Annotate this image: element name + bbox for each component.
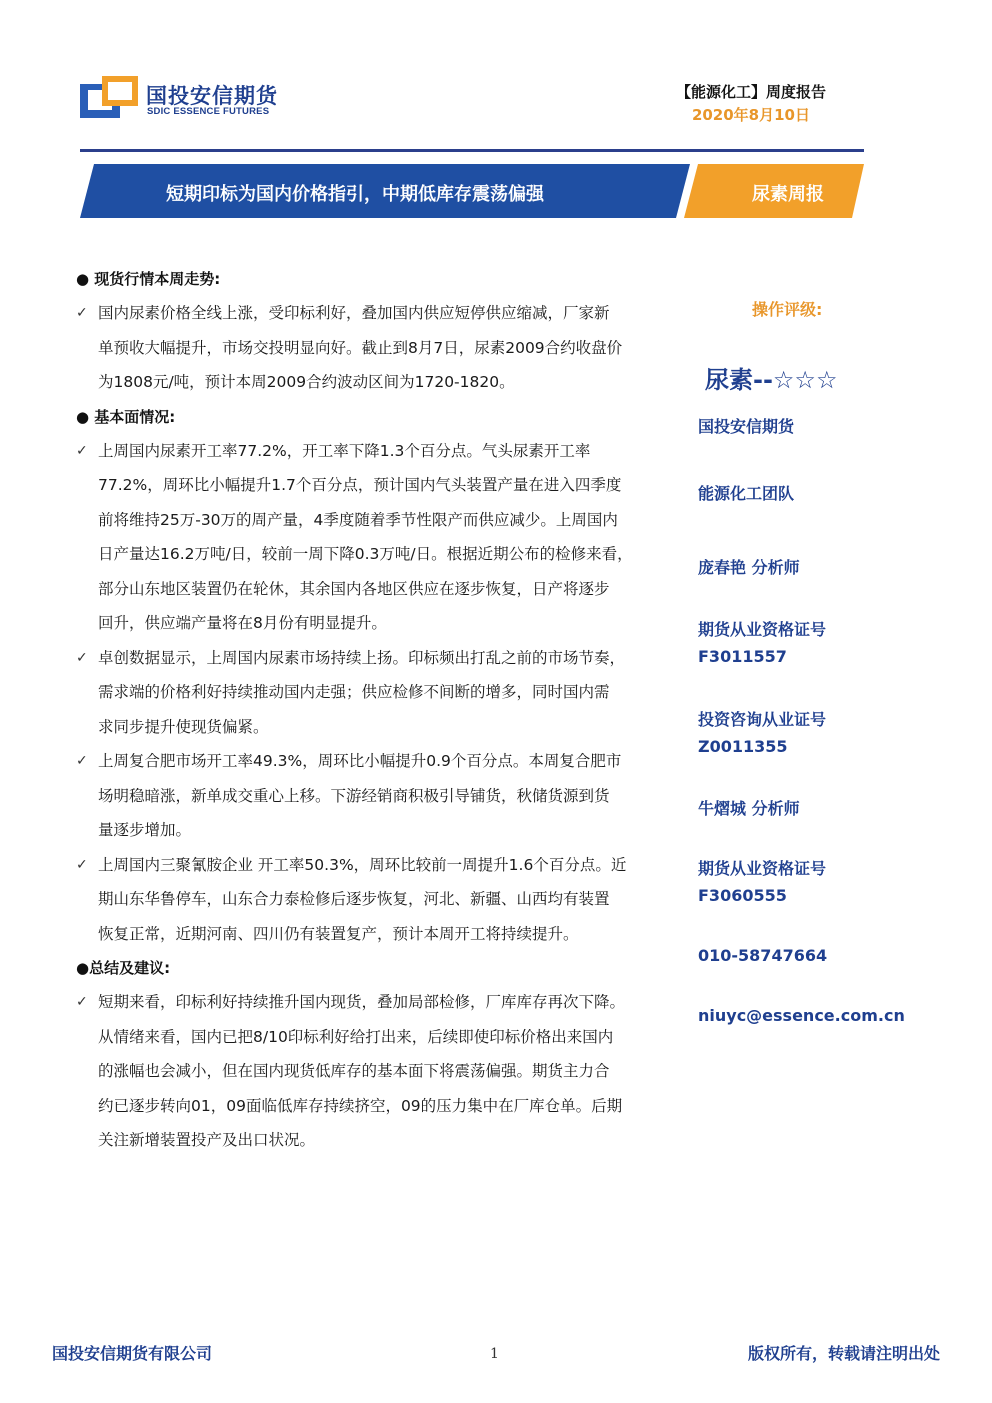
section-fundamentals <box>76 400 688 952</box>
text-line: 关注新增装置投产及出口状况。 <box>98 1131 316 1149</box>
text-line: 量逐步增加。 <box>98 821 192 839</box>
logo-mark-icon <box>80 76 138 118</box>
list-item <box>76 744 688 848</box>
text-line: 国内尿素价格全线上涨，受印标利好，叠加国内供应短停供应缩减，厂家新 <box>98 304 610 322</box>
checkmark-icon: ✓ <box>76 649 88 666</box>
list-item <box>76 296 688 400</box>
text-line: 上周复合肥市场开工率49.3%，周环比小幅提升0.9个百分点。本周复合肥市 <box>98 752 622 770</box>
phone-number: 010-58747664 <box>698 946 828 965</box>
banner-tag: 尿素周报 <box>752 184 824 205</box>
checkmark-icon: ✓ <box>76 856 88 873</box>
cert-number: F3060555 <box>698 886 787 905</box>
text-line: 部分山东地区装置仍在轮休，其余国内各地区供应在逐步恢复，日产将逐步 <box>98 579 610 598</box>
logo-subtitle: SDIC ESSENCE FUTURES <box>147 106 270 117</box>
logo-name: 国投安信期货 <box>146 84 278 108</box>
main-content <box>76 262 688 1158</box>
checkmark-icon: ✓ <box>76 753 88 769</box>
rating-label: 操作评级: <box>752 300 823 319</box>
analyst-name: 庞春艳 分析师 <box>698 558 800 577</box>
text-line: 回升，供应端产量将在8月份有明显提升。 <box>98 614 387 632</box>
text-line: 卓创数据显示，上周国内尿素市场持续上扬。印标频出打乱之前的市场节奏， <box>98 648 626 667</box>
checkmark-icon: ✓ <box>76 442 88 459</box>
text-line: 场明稳暗涨，新单成交重心上移。下游经销商积极引导铺货，秋储货源到货 <box>98 786 610 805</box>
cert-number: F3011557 <box>698 647 787 666</box>
sidebar-team: 能源化工团队 <box>698 484 795 503</box>
banner-title: 短期印标为国内价格指引，中期低库存震荡偏强 <box>166 184 544 205</box>
text-line: 需求端的价格利好持续推动国内走强；供应检修不间断的增多，同时国内需 <box>98 683 610 701</box>
header-divider <box>80 149 864 152</box>
text-line: 期山东华鲁停车，山东合力泰检修后逐步恢复，河北、新疆、山西均有装置 <box>98 890 610 908</box>
sidebar-company: 国投安信期货 <box>698 417 795 436</box>
text-line: 77.2%，周环比小幅提升1.7个百分点，预计国内气头装置产量在进入四季度 <box>98 476 622 494</box>
text-line: 约已逐步转向01，09面临低库存持续挤空，09的压力集中在厂库仓单。后期 <box>98 1096 623 1115</box>
title-banner <box>80 164 864 218</box>
footer-copyright: 版权所有，转载请注明出处 <box>747 1344 940 1363</box>
cert-label: 期货从业资格证号 <box>698 620 827 639</box>
list-item <box>76 848 688 952</box>
checkmark-icon: ✓ <box>76 305 88 321</box>
checkmark-icon: ✓ <box>76 994 88 1010</box>
text-line: 短期来看，印标利好持续推升国内现货，叠加局部检修，厂库库存再次下降。 <box>98 993 626 1011</box>
report-date: 2020年8月10日 <box>691 106 810 124</box>
cert-label: 期货从业资格证号 <box>698 859 827 878</box>
text-line: 从情绪来看，国内已把8/10印标利好给打出来，后续即使印标价格出来国内 <box>98 1027 614 1046</box>
section-summary <box>76 951 688 1158</box>
report-type: 【能源化工】周度报告 <box>675 83 826 101</box>
text-line: 单预收大幅提升，市场交投明显向好。截止到8月7日，尿素2009合约收盘价 <box>98 338 623 357</box>
list-item <box>76 434 688 641</box>
text-line: 日产量达16.2万吨/日，较前一周下降0.3万吨/日。根据近期公布的检修来看， <box>98 545 633 563</box>
consult-number: Z0011355 <box>698 737 788 756</box>
text-line: 为1808元/吨，预计本周2009合约波动区间为1720-1820。 <box>98 373 515 391</box>
rating-value: 尿素--☆☆☆ <box>705 366 838 394</box>
email-link[interactable]: niuyc@essence.com.cn <box>698 1006 905 1025</box>
text-line: 的涨幅也会减小，但在国内现货低库存的基本面下将震荡偏强。期货主力合 <box>98 1062 610 1080</box>
section-heading: ●总结及建议: <box>76 959 171 977</box>
page-number: 1 <box>490 1346 499 1362</box>
section-spot-market <box>76 262 688 400</box>
text-line: 上周国内尿素开工率77.2%，开工率下降1.3个百分点。气头尿素开工率 <box>98 441 591 460</box>
company-logo <box>80 76 310 122</box>
text-line: 前将维持25万-30万的周产量，4季度随着季节性限产而供应减少。上周国内 <box>98 510 618 529</box>
text-line: 恢复正常，近期河南、四川仍有装置复产，预计本周开工将持续提升。 <box>98 924 579 943</box>
text-line: 求同步提升使现货偏紧。 <box>98 717 269 736</box>
list-item <box>76 985 688 1158</box>
list-item <box>76 641 688 745</box>
consult-label: 投资咨询从业证号 <box>698 710 827 729</box>
text-line: 上周国内三聚氰胺企业 开工率50.3%，周环比较前一周提升1.6个百分点。近 <box>98 855 627 874</box>
section-heading: ● 基本面情况: <box>76 407 176 426</box>
analyst-name: 牛熠城 分析师 <box>698 799 800 818</box>
section-heading: ● 现货行情本周走势: <box>76 270 221 288</box>
footer-company: 国投安信期货有限公司 <box>52 1344 213 1363</box>
